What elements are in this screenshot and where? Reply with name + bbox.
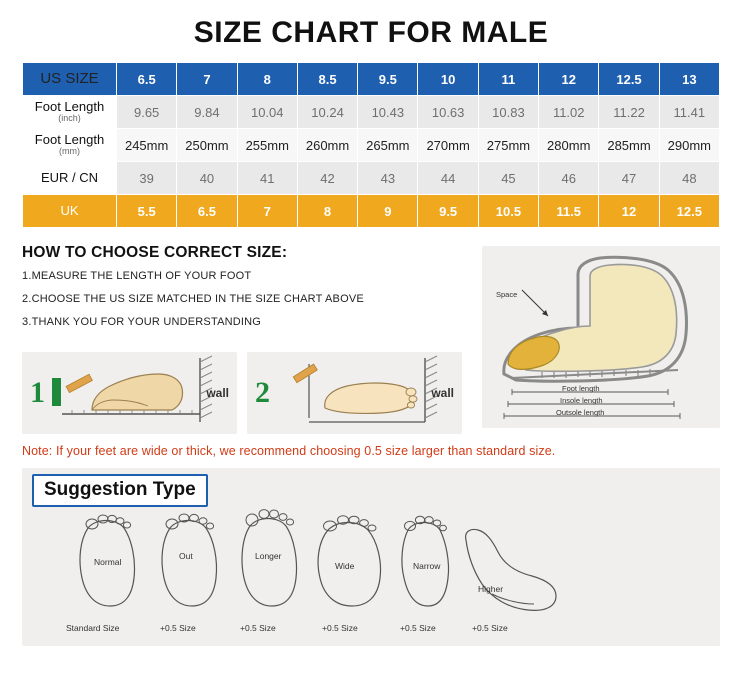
cell-mm-1: 250mm (177, 129, 237, 162)
cell-uk-0: 5.5 (117, 195, 177, 228)
panel-wall-label-1: wall (206, 386, 229, 400)
cell-mm-5: 270mm (418, 129, 478, 162)
size-chart-table (22, 62, 720, 228)
cell-mm-4: 265mm (358, 129, 418, 162)
cell-us-6: 11 (478, 63, 538, 96)
cell-mm-3: 260mm (297, 129, 357, 162)
size-chart-table-wrap (22, 62, 720, 228)
cell-us-1: 7 (177, 63, 237, 96)
cell-inch-2: 10.04 (237, 96, 297, 129)
cell-uk-4: 9 (358, 195, 418, 228)
cell-eur-7: 46 (539, 162, 599, 195)
foot-higher-icon (466, 529, 556, 610)
cell-eur-3: 42 (297, 162, 357, 195)
cell-eur-2: 41 (237, 162, 297, 195)
cell-inch-9: 11.41 (659, 96, 719, 129)
cell-mm-8: 285mm (599, 129, 659, 162)
table-row (23, 195, 720, 228)
cell-uk-5: 9.5 (418, 195, 478, 228)
cell-inch-7: 11.02 (539, 96, 599, 129)
label-insole-length: Insole length (560, 396, 603, 405)
cell-uk-3: 8 (297, 195, 357, 228)
cell-eur-8: 47 (599, 162, 659, 195)
cell-eur-5: 44 (418, 162, 478, 195)
suggestion-type-section (22, 468, 720, 646)
cell-uk-6: 10.5 (478, 195, 538, 228)
foot-top-view-diagram (247, 352, 462, 434)
label-outsole-length: Outsole length (556, 408, 605, 417)
row-label-foot-length-inch (23, 96, 117, 129)
how-to-step-2: 2.CHOOSE THE US SIZE MATCHED IN THE SIZE CHART ABOVE (22, 293, 364, 305)
row-label-us-size: US SIZE (23, 63, 117, 96)
foot-caption-narrow: +0.5 Size (400, 623, 436, 633)
measure-panel-2 (247, 352, 462, 434)
cell-inch-1: 9.84 (177, 96, 237, 129)
foot-caption-out: +0.5 Size (160, 623, 196, 633)
cell-mm-0: 245mm (117, 129, 177, 162)
measure-panel-1 (22, 352, 237, 434)
cell-us-5: 10 (418, 63, 478, 96)
suggestion-type-badge: Suggestion Type (32, 474, 208, 507)
cell-uk-1: 6.5 (177, 195, 237, 228)
cell-eur-4: 43 (358, 162, 418, 195)
panel-wall-label-2: wall (431, 386, 454, 400)
cell-uk-7: 11.5 (539, 195, 599, 228)
row-label-unit: (mm) (59, 146, 80, 157)
row-label-foot-length-mm (23, 129, 117, 162)
shoe-measure-illustration (482, 246, 720, 428)
foot-name-narrow: Narrow (413, 561, 441, 571)
foot-name-out: Out (179, 551, 193, 561)
foot-name-higher: Higher (478, 584, 504, 594)
cell-inch-8: 11.22 (599, 96, 659, 129)
how-to-heading: HOW TO CHOOSE CORRECT SIZE: (22, 244, 288, 261)
cell-mm-6: 275mm (478, 129, 538, 162)
note-text: Note: If your feet are wide or thick, we recommend choosing 0.5 size larger than standard size. (22, 444, 556, 458)
cell-us-4: 9.5 (358, 63, 418, 96)
suggestion-foot-illustrations (22, 468, 720, 646)
cell-us-0: 6.5 (117, 63, 177, 96)
cell-us-2: 8 (237, 63, 297, 96)
cell-inch-5: 10.63 (418, 96, 478, 129)
page-title: SIZE CHART FOR MALE (193, 16, 549, 49)
cell-mm-2: 255mm (237, 129, 297, 162)
how-to-choose-section (22, 244, 720, 434)
panel-number-1: 1 (30, 376, 45, 409)
cell-inch-4: 10.43 (358, 96, 418, 129)
row-label-unit: (inch) (58, 113, 81, 124)
table-row (23, 162, 720, 195)
cell-mm-7: 280mm (539, 129, 599, 162)
cell-inch-0: 9.65 (117, 96, 177, 129)
cell-uk-2: 7 (237, 195, 297, 228)
cell-eur-0: 39 (117, 162, 177, 195)
cell-uk-8: 12 (599, 195, 659, 228)
how-to-step-1: 1.MEASURE THE LENGTH OF YOUR FOOT (22, 270, 252, 282)
foot-name-wide: Wide (335, 561, 355, 571)
table-row (23, 63, 720, 96)
label-space: Space (496, 290, 518, 299)
cell-uk-9: 12.5 (659, 195, 719, 228)
how-to-step-3: 3.THANK YOU FOR YOUR UNDERSTANDING (22, 316, 262, 328)
foot-caption-wide: +0.5 Size (322, 623, 358, 633)
cell-us-7: 12 (539, 63, 599, 96)
foot-caption-normal: Standard Size (66, 623, 120, 633)
row-label-text: Foot Length (34, 99, 105, 115)
cell-inch-6: 10.83 (478, 96, 538, 129)
cell-eur-1: 40 (177, 162, 237, 195)
panel-number-2: 2 (255, 376, 270, 409)
foot-name-longer: Longer (255, 551, 282, 561)
cell-us-3: 8.5 (297, 63, 357, 96)
foot-caption-higher: +0.5 Size (472, 623, 508, 633)
row-label-text: Foot Length (34, 132, 105, 148)
cell-eur-6: 45 (478, 162, 538, 195)
table-row (23, 129, 720, 162)
cell-mm-9: 290mm (659, 129, 719, 162)
table-row (23, 96, 720, 129)
foot-on-floor-diagram (22, 352, 237, 434)
foot-name-normal: Normal (94, 557, 122, 567)
foot-caption-longer: +0.5 Size (240, 623, 276, 633)
cell-us-8: 12.5 (599, 63, 659, 96)
measure-panels (22, 352, 462, 434)
row-label-uk: UK (23, 195, 117, 228)
row-label-eur-cn: EUR / CN (23, 162, 117, 195)
cell-eur-9: 48 (659, 162, 719, 195)
cell-inch-3: 10.24 (297, 96, 357, 129)
label-foot-length: Foot length (562, 384, 600, 393)
cell-us-9: 13 (659, 63, 719, 96)
